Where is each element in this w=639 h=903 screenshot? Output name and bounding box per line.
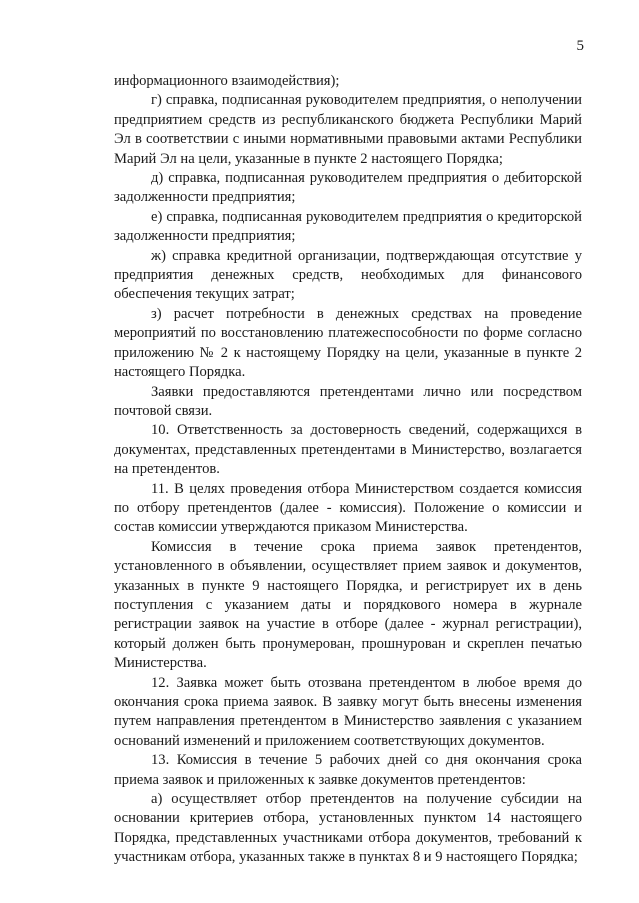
paragraph-item-zh: ж) справка кредитной организации, подтверждающая отсутствие у предприятия денежных средств, необходимых для финансового обеспечения текущих затрат; <box>114 247 582 303</box>
paragraph-commission-registration: Комиссия в течение срока приема заявок претендентов, установленного в объявлении, осуществляет прием заявок и документов, указанных в пункте 9 настоящего Порядка, и регистрирует их в день поступления с указанием даты и порядкового номера в журнале регистрации заявок на участие в отборе (далее - журнал регистрации), который должен быть пронумерован, прошнурован и скреплен печатью Министерства. <box>114 538 582 672</box>
paragraph-item-d: д) справка, подписанная руководителем предприятия о дебиторской задолженности предприятия; <box>114 170 582 206</box>
paragraph-continuation: информационного взаимодействия); <box>114 73 340 89</box>
document-body <box>114 72 582 868</box>
paragraph-item-a: а) осуществляет отбор претендентов на получение субсидии на основании критериев отбора, установленных пунктом 14 настоящего Порядка, представленных участниками отбора документов, требований к участникам отбора, указанных также в пунктах 8 и 9 настоящего Порядка; <box>114 791 582 866</box>
paragraph-clause-12: 12. Заявка может быть отозвана претендентом в любое время до окончания срока приема заявок. В заявку могут быть внесены изменения путем направления претендентом в Министерство заявления с указанием оснований изменений и приложением соответствующих документов. <box>114 674 582 749</box>
paragraph-item-e: е) справка, подписанная руководителем предприятия о кредиторской задолженности предприятия; <box>114 208 582 245</box>
page-number: 5 <box>576 38 584 54</box>
paragraph-submission: Заявки предоставляются претендентами лично или посредством почтовой связи. <box>114 383 582 419</box>
paragraph-clause-11: 11. В целях проведения отбора Министерством создается комиссия по отбору претендентов (далее - комиссия). Положение о комиссии и состав комиссии утверждаются приказом Министерства. <box>114 480 582 536</box>
paragraph-item-z: з) расчет потребности в денежных средствах на проведение мероприятий по восстановлению платежеспособности по форме согласно приложению № 2 к настоящему Порядку на цели, указанные в пункте 2 настоящего Порядка. <box>114 305 582 381</box>
paragraph-clause-10: 10. Ответственность за достоверность сведений, содержащихся в документах, представленных претендентами в Министерство, возлагается на претендентов. <box>114 422 582 478</box>
paragraph-clause-13: 13. Комиссия в течение 5 рабочих дней со дня окончания срока приема заявок и приложенных к заявке документов претендентов: <box>114 752 582 788</box>
paragraph-item-g: г) справка, подписанная руководителем предприятия, о неполучении предприятием средств из республиканского бюджета Республики Марий Эл в соответствии с иными нормативными правовыми актами Республики Марий Эл на цели, указанные в пункте 2 настоящего Порядка; <box>114 92 582 167</box>
